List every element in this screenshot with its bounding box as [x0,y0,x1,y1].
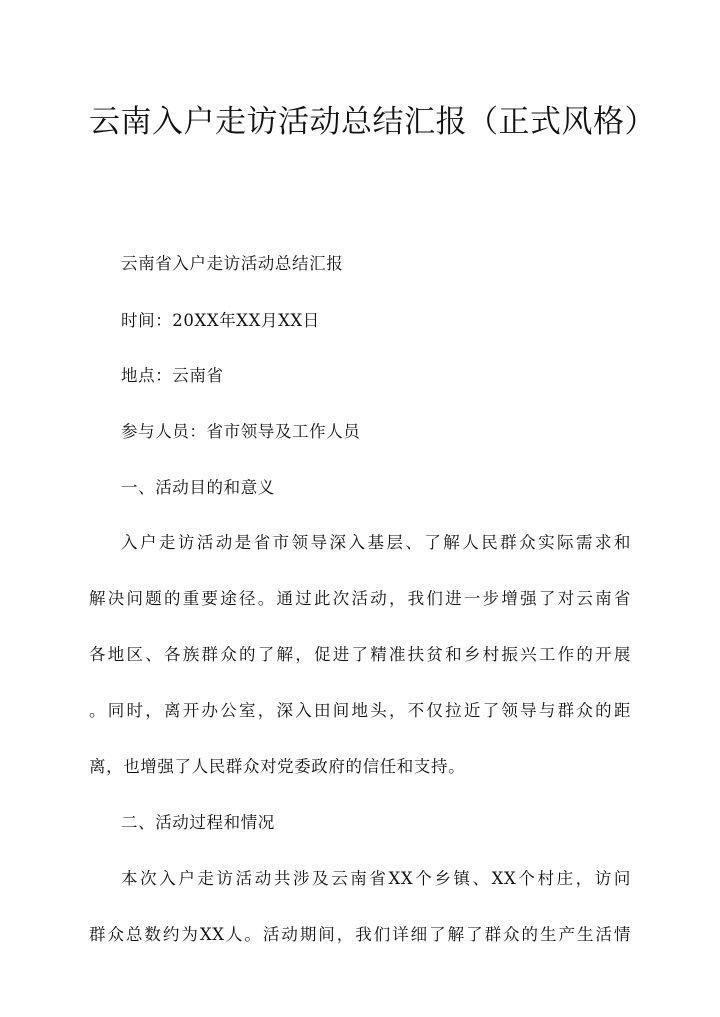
paragraph-line: 群众总数约为XX人。活动期间，我们详细了解了群众的生产生活情 [89,925,631,944]
document-title: 云南入户走访活动总结汇报（正式风格） [89,104,656,140]
paragraph-line: 解决问题的重要途径。通过此次活动，我们进一步增强了对云南省 [89,589,631,608]
paragraph-line: 入户走访活动是省市领导深入基层、了解人民群众实际需求和 [121,533,631,552]
paragraph-line: 。同时，离开办公室，深入田间地头，不仅拉近了领导与群众的距 [89,701,631,720]
paragraph-line: 各地区、各族群众的了解，促进了精准扶贫和乡村振兴工作的开展 [89,645,631,664]
meeting-participants: 参与人员：省市领导及工作人员 [121,422,361,441]
paragraph-line: 本次入户走访活动共涉及云南省XX个乡镇、XX个村庄，访问 [121,869,631,888]
document-heading: 云南省入户走访活动总结汇报 [121,254,344,273]
section-heading-purpose: 一、活动目的和意义 [121,478,275,497]
section-heading-process: 二、活动过程和情况 [121,813,275,832]
meeting-time: 时间：20XX年XX月XX日 [121,311,320,330]
paragraph-line: 离，也增强了人民群众对党委政府的信任和支持。 [89,757,466,776]
meeting-location: 地点：云南省 [121,366,224,385]
